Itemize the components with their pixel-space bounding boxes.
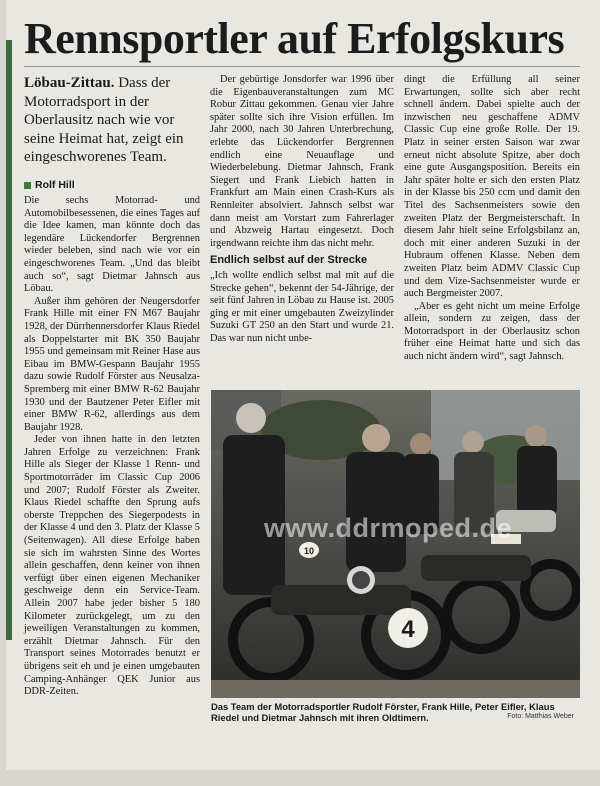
byline bbox=[24, 179, 75, 191]
paragraph: Außer ihm gehören der Neugersdorfer Frank Hille mit einer FN M67 Baujahr 1928, der Dürrhennersdorfer Klaus Riedel als Doppelstarter mit BK 350 Baujahr 1955 und gemeinsam mit Reiner Hase aus Eibau im BMW-Gespann Baujahr 1955 dazu sowie Rudolf Förster aus Neusalza-Spremberg mit einer BMW R-62 Baujahr 1930 und der Bautzener Peter Eifler mit einer BMW R-62, allerdings aus dem Baujahr 1928. bbox=[24, 295, 200, 433]
watermark: www.ddrmoped.de bbox=[264, 513, 513, 543]
photo-caption: Das Team der Motorradsportler Rudolf Förster, Frank Hille, Peter Eifler, Klaus Riedel und Dietmar Jahnsch mit ihren Oldtimern. bbox=[211, 701, 555, 724]
column-1 bbox=[24, 195, 200, 699]
page-edge-strip bbox=[6, 40, 12, 640]
photo-illustration bbox=[211, 390, 580, 698]
column-3 bbox=[404, 74, 580, 364]
paragraph: Jeder von ihnen hatte in den letzten Jahren Erfolge zu verzeichnen: Frank Hille als Sieger der Klasse 1 Renn- und Sportmotorräder im Classic Cup 2006 und 2007; Rudolf Förster als Zweiter. Klaus Riedel schaffte den Sprung aufs oberste Treppchen des Siegerpodests in der Klasse 4 und den 3. Platz der Klasse 5 (Seitenwagen). All diese Erfolge haben sie sich im wahrsten Sinne des Wortes allein geschaffen, denn keiner von ihnen verfügt über einen eigenen Mechaniker geschweige denn ein Service-Team. Allein 2007 habe jeder bisher 5 180 Kilometer zurückgelegt, um zu den jeweiligen Veranstaltungen zu kommen, erzählt Dietmar Jahnsch. Für den Transport seines Motorrades benutzt er übrigens seit eh und je einen umgebauten Camping-Anhänger QEK Junior aus DDR-Zeiten. bbox=[24, 434, 200, 698]
headline: Rennsportler auf Erfolgskurs bbox=[24, 14, 565, 63]
lead-text: Dass der Motorradsport in der Oberlausitz nach wie vor seine Heimat hat, zeigt ein eingeschworenes Team. bbox=[24, 75, 184, 166]
lead-place: Löbau-Zittau. bbox=[24, 75, 115, 91]
team-photo bbox=[211, 390, 580, 698]
column-2 bbox=[210, 74, 394, 345]
paragraph: Die sechs Motorrad- und Automobilbesessenen, die eines Tages auf die Idee kamen, man könnte doch das legendäre Lückendorfer Bergrennen wieder beleben, sind nach wie vor ein eingeschworenes Team. „Und das bleibt auch so“, sagt Dietmar Jahnsch aus Löbau. bbox=[24, 195, 200, 295]
paragraph: „Ich wollte endlich selbst mal mit auf die Strecke gehen“, bekennt der 54-Jährige, der seit fünf Jahren in Löbau zu Hause ist. 2005 ging er mit einer umgebauten Zweizylinder Suzuki GT 250 an den Start und wurde 21. Das war nun nicht unbe- bbox=[210, 269, 394, 344]
newspaper-page bbox=[6, 0, 600, 770]
byline-square-icon bbox=[24, 182, 31, 189]
race-number-plate: 4 bbox=[401, 616, 415, 643]
lead-paragraph bbox=[24, 74, 204, 167]
author-name: Rolf Hill bbox=[35, 179, 75, 191]
subheading: Endlich selbst auf der Strecke bbox=[210, 254, 368, 267]
paragraph: dingt die Erfüllung all seiner Erwartungen, sollte sich aber recht schnell ändern. Dabei spielte auch der inzwischen neu geschaffene ADMV Classic Cup eine große Rolle. Der 19. Platz in seiner ersten Saison war zwar erneut nicht absolute Spitze, aber doch eine gute Ausgangsposition. Bereits ein Jahr später holte er sich den ersten Platz in der Klasse bis 250 ccm und damit den Titel des Sachsenmeisters sowie den zweiten Platz der Bergmeisterschaft. In diesem Jahr hielt seine Erfolgsbilanz an, doch mit einer anderen Suzuki in der Hubraum offenen Klasse. Neben dem zweiten Platz beim ADMV Classic Cup und dem Vize-Sachsenmeister wurde er auch Bergmeister 2007. bbox=[404, 74, 580, 300]
paragraph: „Aber es geht nicht um meine Erfolge allein, sondern zu zeigen, dass der Motorradsport in der Oberlausitz schon früher eine Heimat hatte und sich das auch nicht ändern wird“, sagt Jahnsch. bbox=[404, 300, 580, 363]
race-number-small: 10 bbox=[303, 546, 315, 556]
headline-divider bbox=[24, 66, 580, 67]
photo-credit: Foto: Matthias Weber bbox=[507, 713, 574, 720]
paragraph: Der gebürtige Jonsdorfer war 1996 über die Eigenbauveranstaltungen zum MC Robur Zittau gekommen. Genau vier Jahre später sollte sich ihre Vision erfüllen. Im Jahr 2000, nach 30 Jahren Unterbrechung, erlebte das Lückendorfer Bergrennen endlich eine Neuauflage und Wiederbelebung. Dietmar Jahnsch, Frank Siegert und Frank Liebich hatten in Frankfurt am Main einen Crash-Kurs als Rennleiter absolviert. Jahnsch selbst war dann meist am Vorstart zum Fahrerlager und Abzweig Hartau eingesetzt. Doch irgendwann reichte ihm das nicht mehr. bbox=[210, 74, 394, 249]
